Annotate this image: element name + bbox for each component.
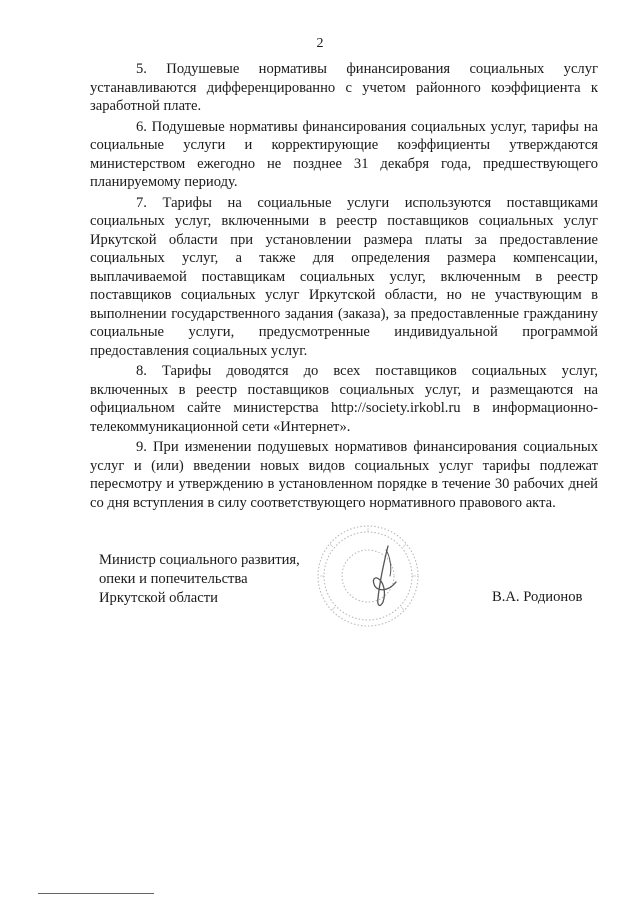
signatory-title-line: опеки и попечительства [99,571,248,587]
document-body [90,60,598,514]
paragraph-9: 9. При изменении подушевых нормативов финансирования социальных услуг и (или) введении новых видов социальных услуг тарифы подлежат пересмотру и утверждению в установленном порядке в течение 30 рабочих дней со дня вступления в силу соответствующего нормативного правового акта. [90,439,598,511]
paragraph-8: 8. Тарифы доводятся до всех поставщиков социальных услуг, включенных в реестр поставщиков социальных услуг, и размещаются на официальном сайте министерства http://society.irkobl.ru в информационно-телекоммуникационной сети «Интернет». [90,363,598,435]
paragraph-5: 5. Подушевые нормативы финансирования социальных услуг устанавливаются дифференцированно с учетом районного коэффициента к заработной плате. [90,61,598,114]
signatory-title-line: Иркутской области [99,590,218,606]
paragraph-6: 6. Подушевые нормативы финансирования социальных услуг, тарифы на социальные услуги и корректирующие коэффициенты утверждаются министерством ежегодно не позднее 31 декабря года, предшествующего планируемому периоду. [90,118,598,190]
handwritten-signature-icon [373,546,396,605]
footer-divider [38,893,154,894]
seal-stamp-icon [300,520,450,630]
signatory-title-line: Министр социального развития, [99,552,300,568]
signer-name: В.А. Родионов [492,589,583,605]
page-number: 2 [316,36,324,51]
paragraph-7: 7. Тарифы на социальные услуги используются поставщиками социальных услуг, включенными в реестр поставщиков социальных услуг Иркутской области при установлении размера платы за предоставление социальных услуг, а также для определения размера компенсации, выплачиваемой поставщикам социальных услуг, включенным в реестр поставщиков социальных услуг Иркутской области, но не участвующим в выполнении государственного задания (заказа), за предоставленные гражданину социальные услуги, предусмотренные индивидуальной программой предоставления социальных услуг. [90,194,598,359]
